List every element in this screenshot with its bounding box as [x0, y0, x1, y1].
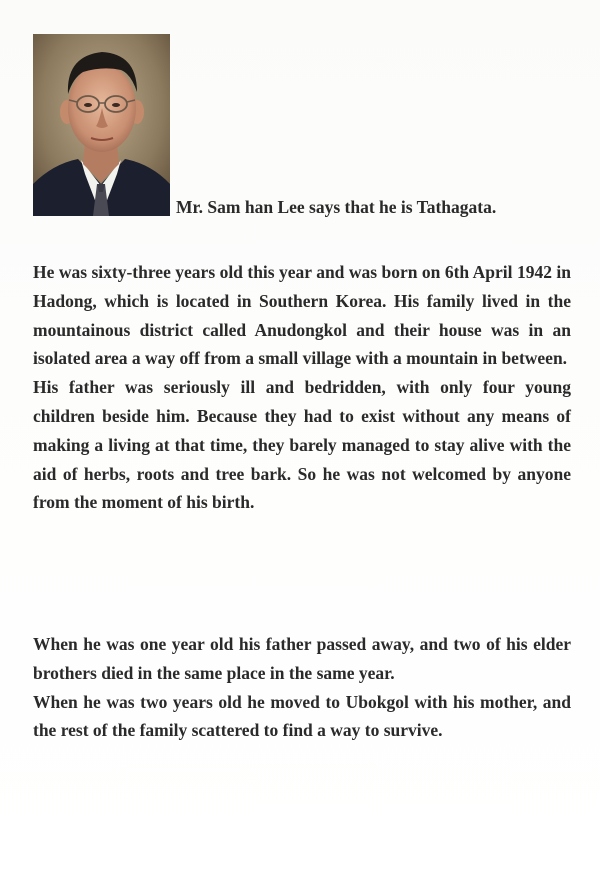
paragraph: He was sixty-three years old this year and was born on 6th April 1942 in Hadong, which is located in Southern Korea. His family lived in the mountainous district called Anudongkol and their house was in an isolated area a way off from a small village with a mountain in between.: [33, 262, 571, 369]
text-block-2: [33, 630, 571, 745]
paragraph: When he was one year old his father passed away, and two of his elder brothers died in the same place in the same year.: [33, 634, 571, 683]
paragraph: His father was seriously ill and bedridden, with only four young children beside him. Because they had to exist without any means of making a living at that time, they barely managed to stay alive with the aid of herbs, roots and tree bark. So he was not welcomed by anyone from the moment of his birth.: [33, 377, 571, 513]
portrait-photo: [33, 34, 170, 216]
photo-caption: Mr. Sam han Lee says that he is Tathagata.: [176, 197, 497, 217]
text-block-1: [33, 258, 571, 517]
paragraph: When he was two years old he moved to Ubokgol with his mother, and the rest of the family scattered to find a way to survive.: [33, 691, 571, 741]
